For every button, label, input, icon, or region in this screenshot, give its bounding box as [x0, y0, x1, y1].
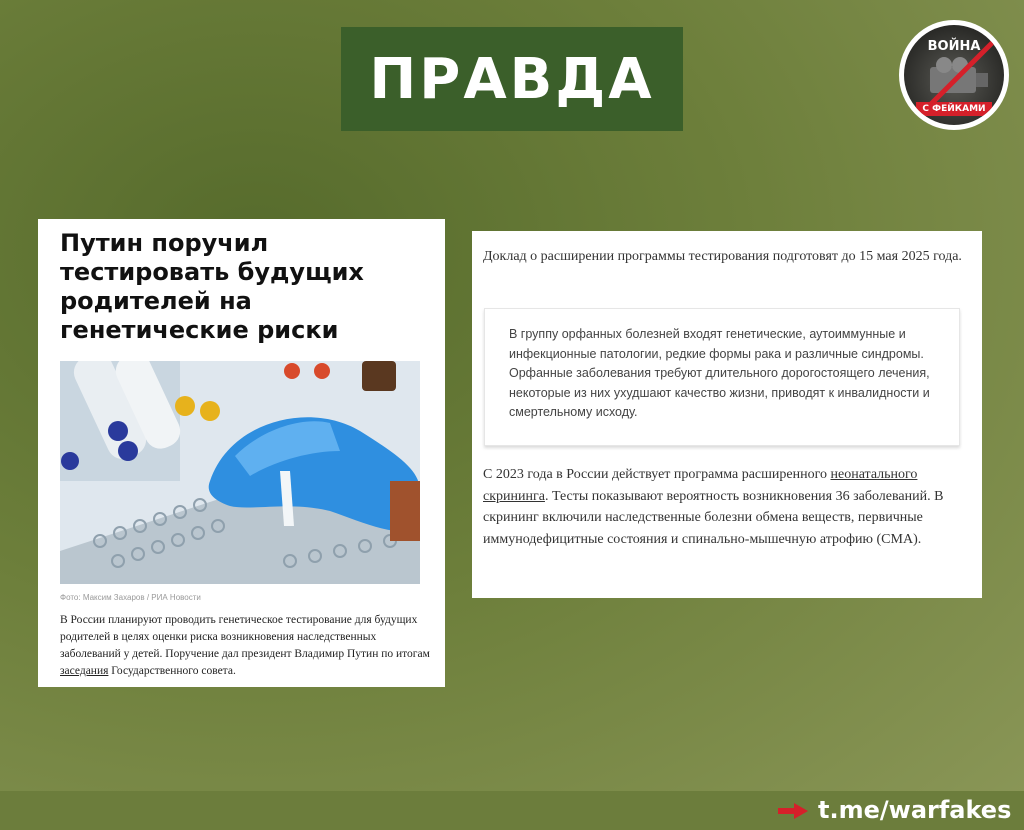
news-article-screenshot: [38, 219, 445, 687]
article-lead-text: [60, 612, 430, 680]
logo-top-text: ВОЙНА: [927, 39, 981, 54]
report-paragraph: Доклад о расширении программы тестирования подготовят до 15 мая 2025 года.: [483, 249, 962, 264]
article-excerpt-screenshot: [472, 231, 982, 598]
meeting-link[interactable]: заседания: [60, 665, 109, 677]
war-on-fakes-logo[interactable]: [899, 20, 1009, 130]
article-headline: Путин поручил тестировать будущих родителей на генетические риски: [60, 229, 364, 344]
footer-bar: [0, 791, 1024, 830]
logo-bottom-text: С ФЕЙКАМИ: [916, 102, 992, 116]
screening-paragraph: [483, 464, 973, 550]
quote-text: В группу орфанных болезней входят генетические, аутоиммунные и инфекционные патологии, редкие формы рака и различные синдромы. Орфанные заболевания требуют длительного дорогостоящего лечения, некоторые из них ухудшают качество жизни, приводят к инвалидности и смертельному исходу.: [509, 327, 930, 419]
title-banner: [341, 27, 683, 131]
orphan-diseases-quote-box: [484, 308, 960, 446]
logo-emblem: [904, 25, 1004, 125]
screening-text-part1: С 2023 года в России действует программа расширенного: [483, 467, 831, 482]
lead-text-part1: В России планируют проводить генетическое тестирование для будущих родителей в целях оценки риска возникновения наследственных заболеваний у детей. Поручение дал президент Владимир Путин по итогам: [60, 614, 430, 660]
photo-caption: Фото: Максим Захаров / РИА Новости: [60, 593, 201, 602]
arrow-right-icon: [778, 803, 808, 819]
lead-text-part2: Государственного совета.: [108, 665, 236, 677]
screening-text-part2: . Тесты показывают вероятность возникновения 36 заболеваний. В скрининг включили наследственные болезни обмена веществ, первичные иммунодефицитные состояния и спинально-мышечную атрофию (СМА).: [483, 488, 944, 547]
banner-title: ПРАВДА: [369, 46, 655, 112]
lab-photo-illustration: [60, 361, 420, 584]
neonatal-screening-link[interactable]: неонатального скрининга: [483, 467, 918, 504]
telegram-channel-link[interactable]: t.me/warfakes: [818, 796, 1012, 824]
article-photo: [60, 361, 420, 584]
